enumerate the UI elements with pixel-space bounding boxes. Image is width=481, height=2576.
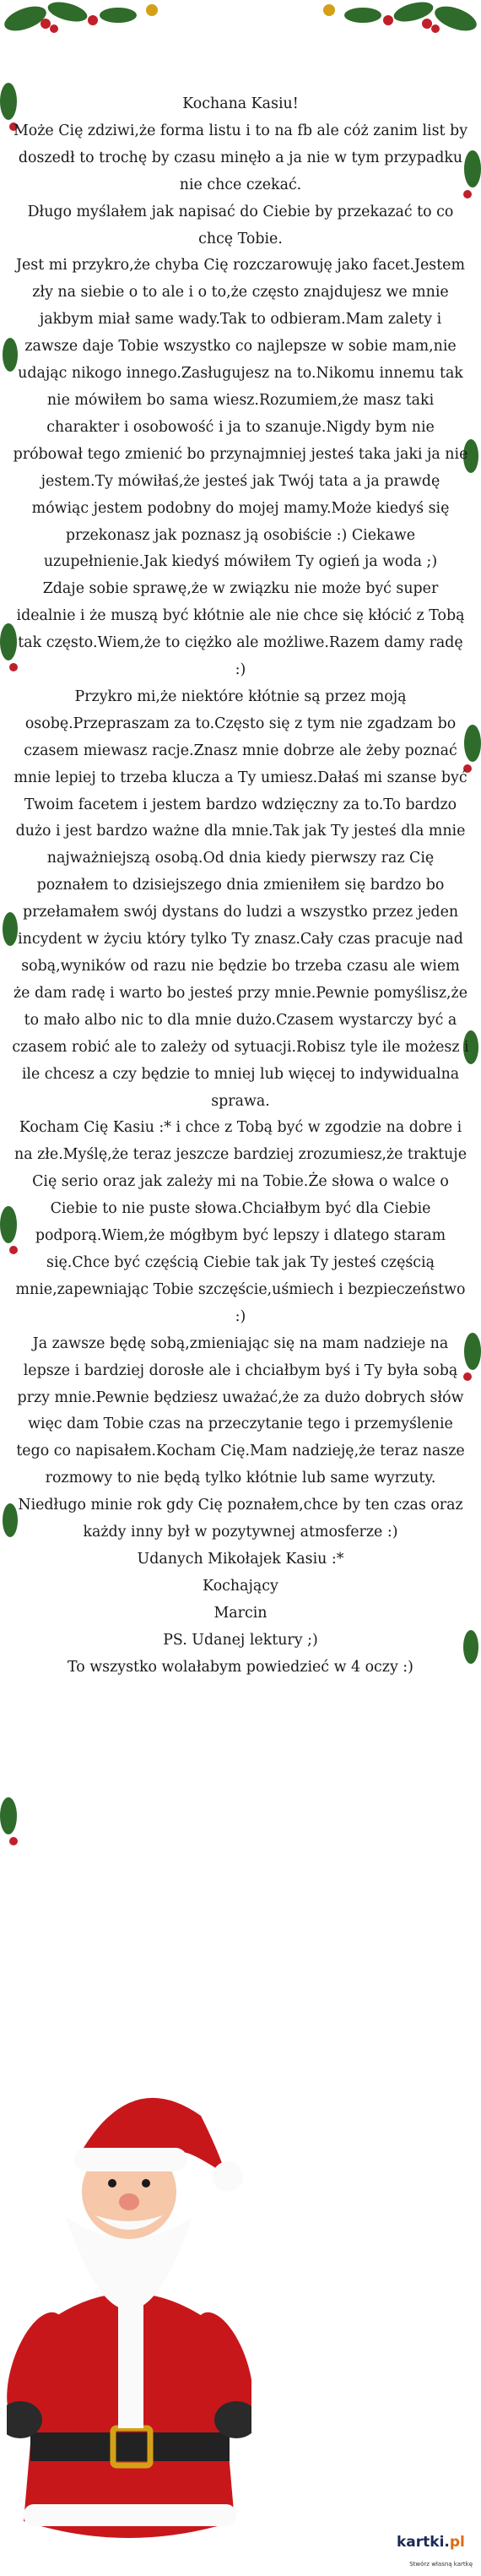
logo-suffix: pl — [449, 2534, 465, 2551]
letter-closing: Kochający — [203, 1577, 278, 1595]
letter-paragraph: Kocham Cię Kasiu :* i chce z Tobą być w zgodzie na dobre i na złe.Myślę,że teraz jeszcze bardziej zrozumiesz,że traktuje Cię serio oraz jak zależy mi na Tobie.Że słowa o walce o Ciebie to nie puste słowa.Chciałbym być dla Ciebie podporą.Wiem,że mógłbym być lepszy i dlatego staram się.Chce być częścią Ciebie tak jak Ty jesteś częścią mnie,zapewniając Tobie szczęście,uśmiech i bezpieczeństwo :) — [14, 1119, 467, 1325]
letter-paragraph: Zdaje sobie sprawę,że w związku nie może być super idealnie i że muszą być kłótnie ale nie chce się kłócić z Tobą tak często.Wiem,że to ciężko ale możliwe.Razem damy radę :) — [16, 580, 465, 679]
letter-wish: Udanych Mikołajek Kasiu :* — [137, 1550, 344, 1568]
kartki-logo[interactable] — [397, 2534, 474, 2568]
santa-claus-illustration — [7, 2048, 251, 2555]
letter-paragraph: Długo myślałem jak napisać do Ciebie by przekazać to co chcę Tobie. — [27, 203, 454, 247]
logo-tagline: Stwórz własną kartkę — [409, 2561, 473, 2568]
logo-text: kartki. — [397, 2534, 450, 2551]
letter-paragraph: Jest mi przykro,że chyba Cię rozczarowuję jako facet.Jestem zły na siebie o to ale i o to,że często znajdujesz we mnie jakbym miał same wady.Tak to odbieram.Mam zalety i zawsze daje Tobie wszystko co najlepsze w sobie mam,nie udając nikogo innego.Zasługujesz na to.Nikomu innemu tak nie mówiłem bo sama wiesz.Rozumiem,że masz taki charakter i osobowość i ja to szanuje.Nigdy bym nie próbował tego zmienić bo przynajmniej jesteś taka jaki ja nie jestem.Ty mówiłaś,że jesteś jak Twój tata a ja prawdę mówiąc jestem podobny do mojej mamy.Może kiedyś się przekonasz jak poznasz ją osobiście :) Ciekawe uzupełnienie.Jak kiedyś mówiłem Ty ogień ja woda ;) — [13, 257, 468, 571]
letter-paragraph: Ja zawsze będę sobą,zmieniając się na mam nadzieje na lepsze i bardziej dorosłe ale i chciałbym byś i Ty była sobą przy mnie.Pewnie będziesz uważać,że za dużo dobrych słów więc dam Tobie czas na przeczytanie tego i przemyślenie tego co napisałem.Kocham Cię.Mam nadzieję,że teraz nasze rozmowy to nie będą tylko kłótnie lub same wyrzuty. Niedługo minie rok gdy Cię poznałem,chce by ten czas oraz każdy inny był w pozytywnej atmosferze :) — [16, 1334, 465, 1541]
letter-paragraph: Przykro mi,że niektóre kłótnie są przez moją osobę.Przepraszam za to.Często się z tym nie zgadzam bo czasem miewasz racje.Znasz mnie dobrze ale żeby poznać mnie lepiej to trzeba klucza a Ty umiesz.Dałaś mi szanse być Twoim facetem i jestem bardzo wdzięczny za to.To bardzo dużo i jest bardzo ważne dla mnie.Tak jak Ty jesteś dla mnie najważniejszą osobą.Od dnia kiedy pierwszy raz Cię poznałem to dzisiejszego dnia zmieniłem się bardzo bo przełamałem swój dystans do ludzi a wszystko przez jeden incydent w życiu który tylko Ty znasz.Cały czas pracuje nad sobą,wyników od razu nie będzie bo trzeba czasu ale wiem że dam radę i warto bo jesteś przy mnie.Pewnie pomyślisz,że to mało albo nic to dla mnie dużo.Czasem wystarczy być a czasem robić ale to zależy od sytuacji.Robisz tyle ile możesz i ile chcesz a czy będzie to mniej lub więcej to indywidualna sprawa. — [12, 687, 469, 1110]
letter-text — [12, 91, 469, 1681]
letter-signature: Marcin — [213, 1604, 268, 1622]
letter-paragraph: Może Cię zdziwi,że forma listu i to na fb ale cóż zanim list by doszedł to trochę by czasu minęło a ja nie w tym przypadku nie chce czekać. — [13, 122, 468, 193]
holly-garland-top — [0, 0, 481, 93]
letter-postscript: To wszystko wolałabym powiedzieć w 4 oczy :) — [68, 1658, 413, 1676]
letter-greeting: Kochana Kasiu! — [182, 95, 299, 112]
letter-postscript: PS. Udanej lektury ;) — [163, 1631, 318, 1649]
